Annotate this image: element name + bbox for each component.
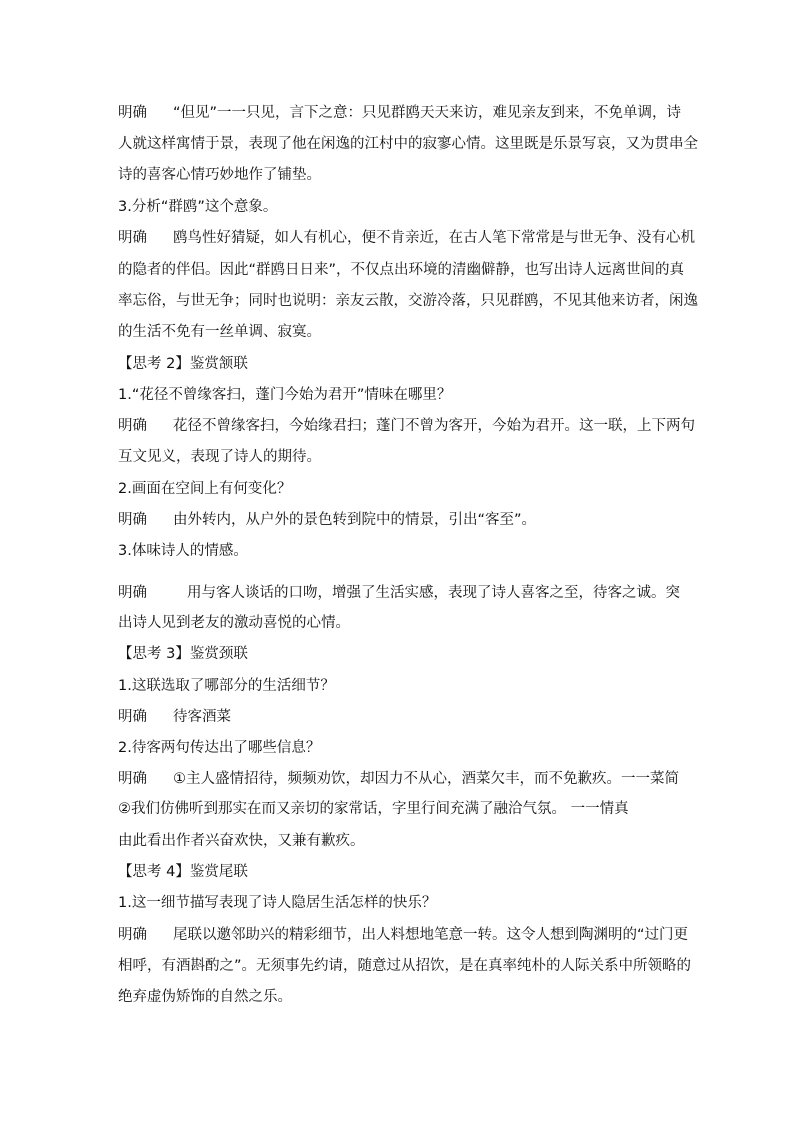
question-line: 2.待客两句传达出了哪些信息？: [118, 740, 321, 756]
answer-text: ①主人盛情招待，频频劝饮，却因力不从心，酒菜欠丰，而不免歉疚。一一菜简: [173, 771, 679, 787]
answer-line: [118, 926, 688, 944]
answer-label: 明确: [118, 709, 147, 725]
answer-line: [118, 708, 231, 726]
section-heading: 【思考 3】鉴赏颈联: [118, 646, 248, 662]
answer-text: 由外转内，从户外的景色转到院中的情景，引出“客至”。: [173, 512, 537, 528]
answer-line: [118, 417, 695, 435]
answer-line: [118, 229, 695, 247]
answer-text: 花径不曾缘客扫，今始缘君扫；蓬门不曾为客开，今始为君开。这一联，上下两句: [173, 418, 695, 434]
body-line: 的生活不免有一丝单调、寂寞。: [118, 324, 321, 340]
body-line: 相呼，有酒斟酌之”。无须事先约请，随意过从招饮，是在真率纯朴的人际关系中所领略的: [118, 958, 692, 974]
answer-label: 明确: [118, 418, 147, 434]
body-line: ②我们仿佛听到那实在而又亲切的家常话，字里行间充满了融洽气氛。 一一情真: [118, 801, 629, 817]
body-line: 绝弃虚伪矫饰的自然之乐。: [118, 989, 292, 1005]
answer-label: 明确: [118, 512, 147, 528]
answer-line: [118, 104, 681, 122]
body-line: 人就这样寓情于景，表现了他在闲逸的江村中的寂寥心情。这里既是乐景写哀，又为贯串全: [118, 136, 698, 152]
answer-label: 明确: [118, 585, 147, 601]
answer-text: 鸥鸟性好猜疑，如人有机心，便不肯亲近，在古人笔下常常是与世无争、没有心机: [173, 230, 695, 246]
body-line: 的隐者的伴侣。因此“群鸥日日来”，不仅点出环境的清幽僻静，也写出诗人远离世间的真: [118, 262, 685, 278]
body-line: 率忘俗，与世无争；同时也说明：亲友云散，交游冷落，只见群鸥，不见其他来访者，闲逸: [118, 293, 698, 309]
answer-label: 明确: [118, 771, 147, 787]
body-line: 互文见义，表现了诗人的期待。: [118, 449, 321, 465]
body-line: 由此看出作者兴奋欢快，又兼有歉疚。: [118, 833, 365, 849]
answer-text: 尾联以邀邻助兴的精彩细节，出人料想地笔意一转。这令人想到陶渊明的“过门更: [173, 927, 689, 943]
section-heading: 【思考 4】鉴赏尾联: [118, 864, 248, 880]
answer-text: 用与客人谈话的口吻，增强了生活实感，表现了诗人喜客之至，待客之诚。突: [187, 585, 680, 601]
answer-label: 明确: [118, 105, 147, 121]
question-line: 1.“花径不曾缘客扫，蓬门今始为君开”情味在哪里？: [118, 387, 452, 403]
question-line: 1.这一细节描写表现了诗人隐居生活怎样的快乐？: [118, 895, 437, 911]
answer-label: 明确: [118, 927, 147, 943]
answer-text: 待客酒菜: [173, 709, 231, 725]
section-heading: 【思考 2】鉴赏颔联: [118, 356, 248, 372]
answer-text: “但见”一一只见，言下之意：只见群鸥天天来访，难见亲友到来，不免单调，诗: [173, 105, 682, 121]
body-line: 出诗人见到老友的激动喜悦的心情。: [118, 615, 350, 631]
answer-line: [118, 770, 679, 788]
answer-label: 明确: [118, 230, 147, 246]
body-line: 诗的喜客心情巧妙地作了铺垫。: [118, 167, 321, 183]
question-line: 2.画面在空间上有何变化？: [118, 481, 292, 497]
question-line: 3.体味诗人的情感。: [118, 543, 248, 559]
question-line: 3.分析“群鸥”这个意象。: [118, 199, 278, 215]
answer-line: [118, 511, 536, 529]
answer-line: [118, 584, 680, 602]
question-line: 1.这联选取了哪部分的生活细节？: [118, 678, 335, 694]
